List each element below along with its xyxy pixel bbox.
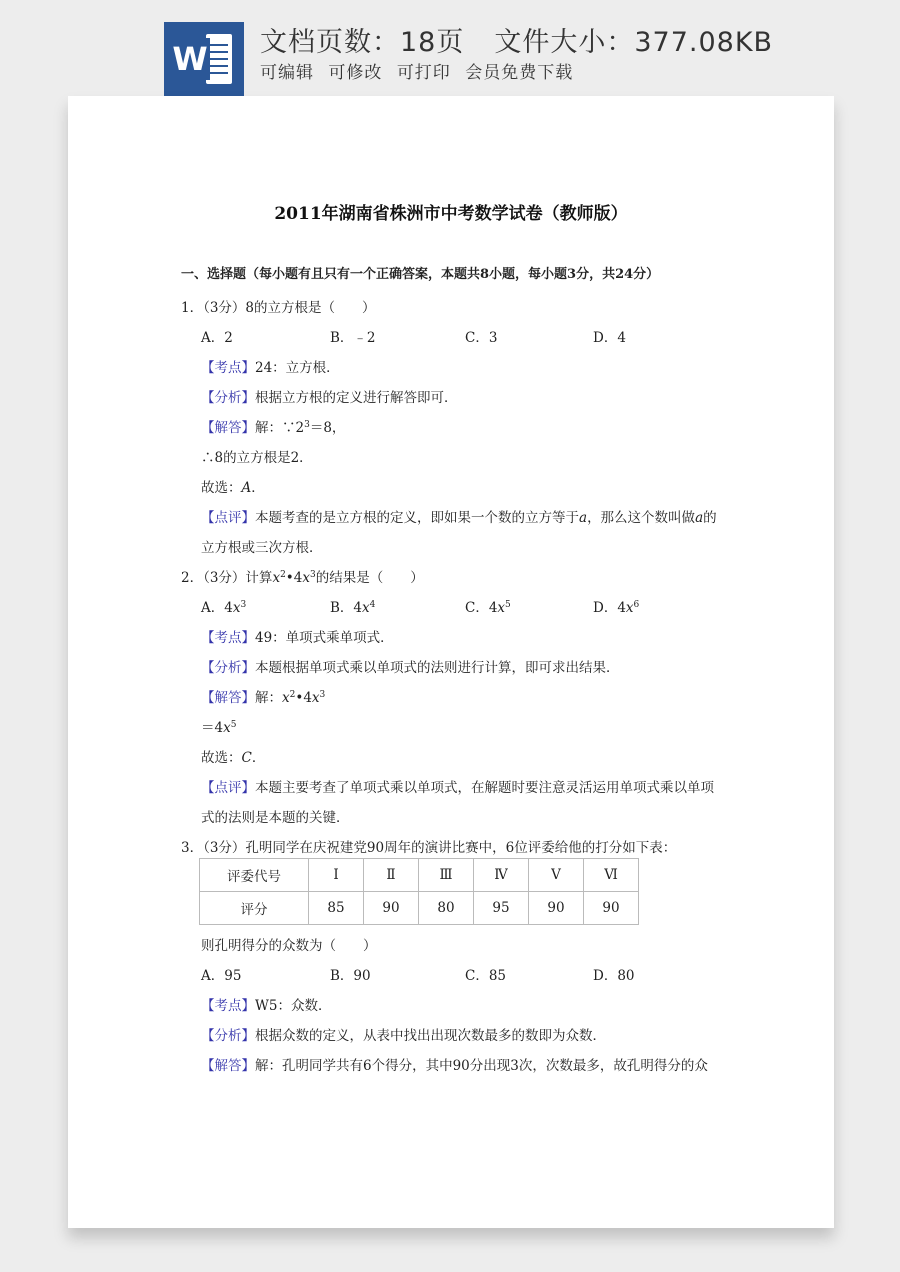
file-info: [260, 20, 773, 59]
q3-fenxi: 【分析】根据众数的定义，从表中找出出现次数最多的数即为众数．: [201, 1028, 606, 1044]
tag-dianping: 【点评】: [201, 510, 255, 526]
tag-kaodian: 【考点】: [201, 630, 255, 646]
feature-modifiable: 可修改: [328, 63, 383, 83]
table-header-cell: Ⅴ: [529, 859, 584, 892]
q3-option-a: A．95: [201, 968, 242, 984]
page-count: 文档页数：18页: [260, 27, 465, 58]
q1-dianping: 【点评】本题考查的是立方根的定义，即如果一个数的立方等于a，那么这个数叫做a的: [201, 510, 717, 526]
q3-kaodian: 【考点】W5：众数．: [201, 998, 332, 1014]
table-cell: 95: [474, 892, 529, 925]
tag-jieda: 【解答】: [201, 420, 255, 436]
q1-conclusion: ∴8的立方根是2．: [201, 450, 313, 466]
document-page: [68, 96, 834, 1228]
tag-fenxi: 【分析】: [201, 660, 255, 676]
feature-list: [260, 58, 581, 83]
table-row: [200, 859, 639, 892]
q2-option-d: D．$4x^6$: [593, 600, 640, 616]
feature-editable: 可编辑: [260, 63, 314, 83]
table-cell: 80: [419, 892, 474, 925]
word-document-icon: [164, 22, 244, 96]
table-cell: 90: [364, 892, 419, 925]
table-cell: 90: [529, 892, 584, 925]
tag-fenxi: 【分析】: [201, 390, 255, 406]
word-logo-letter: W: [170, 38, 210, 80]
q1-jieda: 【解答】解：$\because 2^3=8$，: [201, 420, 346, 436]
feature-member-download: 会员免费下载: [465, 63, 574, 83]
tag-kaodian: 【考点】: [201, 360, 255, 376]
table-header-cell: 评委代号: [200, 859, 309, 892]
q1-kaodian: 【考点】24：立方根．: [201, 360, 340, 376]
document-title: 2011年湖南省株洲市中考数学试卷（教师版）: [274, 204, 628, 224]
download-banner: [0, 0, 900, 96]
q2-answer: 故选：C．: [201, 750, 266, 766]
table-cell: 评分: [200, 892, 309, 925]
q3-stem: 3．（3分）孔明同学在庆祝建党90周年的演讲比赛中，6位评委给他的打分如下表：: [181, 840, 677, 856]
q1-dianping-cont: 立方根或三次方根．: [201, 540, 323, 556]
table-cell: 90: [584, 892, 639, 925]
q2-stem: 2．（3分）计算$x^2•4x^3$的结果是（ ）: [181, 570, 424, 586]
q1-option-c: C．3: [465, 330, 498, 346]
q3-option-d: D．80: [593, 968, 635, 984]
q1-option-d: D．4: [593, 330, 626, 346]
table-row: [200, 892, 639, 925]
table-header-cell: Ⅲ: [419, 859, 474, 892]
q3-question: 则孔明得分的众数为（ ）: [201, 938, 377, 954]
q1-stem: 1．（3分）8的立方根是（ ）: [181, 300, 376, 316]
section-heading: 一、选择题（每小题有且只有一个正确答案，本题共8小题，每小题3分，共24分）: [181, 267, 660, 282]
q3-option-c: C．85: [465, 968, 507, 984]
q2-option-a: A．$4x^3$: [201, 600, 247, 616]
tag-jieda: 【解答】: [201, 1058, 255, 1074]
q2-jieda: 【解答】解：$x^2•4x^3$: [201, 690, 326, 706]
file-size: 文件大小：377.08KB: [494, 27, 774, 58]
table-header-cell: Ⅰ: [309, 859, 364, 892]
q1-fenxi: 【分析】根据立方根的定义进行解答即可．: [201, 390, 458, 406]
table-header-cell: Ⅳ: [474, 859, 529, 892]
table-header-cell: Ⅱ: [364, 859, 419, 892]
q2-dianping-cont: 式的法则是本题的关键．: [201, 810, 350, 826]
tag-kaodian: 【考点】: [201, 998, 255, 1014]
q1-answer: 故选：A．: [201, 480, 265, 496]
q2-dianping: 【点评】本题主要考查了单项式乘以单项式，在解题时要注意灵活运用单项式乘以单项: [201, 780, 714, 796]
q1-option-b: B．﹣2: [330, 330, 376, 346]
q2-equation: $=4x^5$: [201, 720, 237, 736]
table-cell: 85: [309, 892, 364, 925]
q2-option-c: C．$4x^5$: [465, 600, 511, 616]
tag-dianping: 【点评】: [201, 780, 255, 796]
q2-option-b: B．$4x^4$: [330, 600, 376, 616]
q3-option-b: B．90: [330, 968, 371, 984]
q3-jieda: 【解答】解：孔明同学共有6个得分，其中90分出现3次，次数最多，故孔明得分的众: [201, 1058, 708, 1074]
q2-fenxi: 【分析】本题根据单项式乘以单项式的法则进行计算，即可求出结果．: [201, 660, 620, 676]
table-header-cell: Ⅵ: [584, 859, 639, 892]
tag-fenxi: 【分析】: [201, 1028, 255, 1044]
tag-jieda: 【解答】: [201, 690, 255, 706]
q1-option-a: A．2: [201, 330, 233, 346]
q2-kaodian: 【考点】49：单项式乘单项式．: [201, 630, 394, 646]
score-table: [199, 858, 639, 925]
feature-printable: 可打印: [396, 63, 451, 83]
